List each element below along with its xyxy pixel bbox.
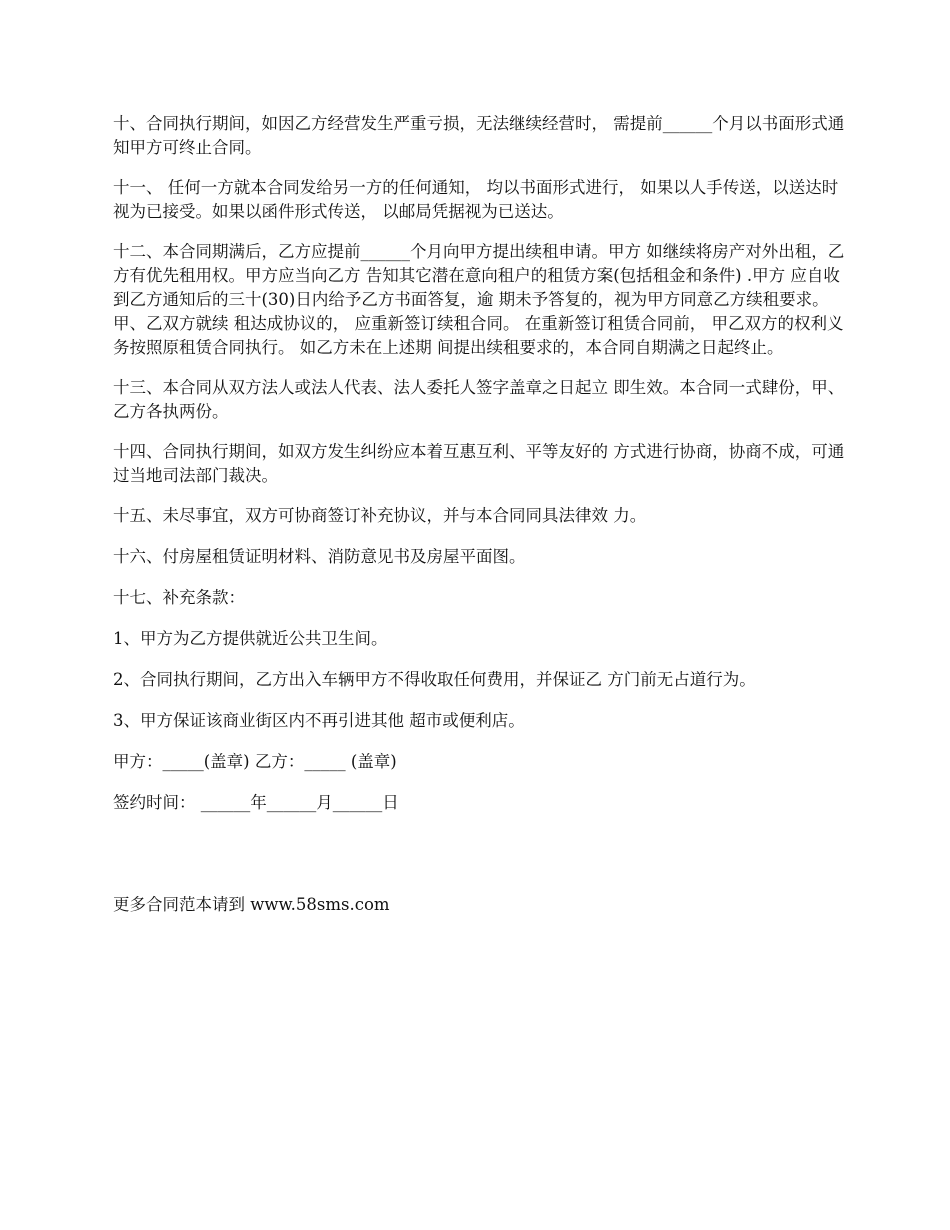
clause-15: 十五、未尽事宜，双方可协商签订补充协议，并与本合同同具法律效 力。 [113,506,647,525]
clause-12: 十二、本合同期满后，乙方应提前______个月向甲方提出续租申请。甲方 如继续将房产对外出租，乙方有优先租用权。甲方应当向乙方 告知其它潜在意向租户的租赁方案(包括租金和条件) .甲方 应自收到乙方通知后的三十(30)日内给予乙方书面答复，逾 期未予答复的，视为甲方同意乙方续租要求。甲、乙双方就续 租达成协议的， 应重新签订续租合同。 在重新签订租赁合同前， 甲乙双方的权利义务按照原租赁合同执行。 如乙方未在上述期 间提出续租要求的，本合同自期满之日起终止。 [113,242,845,357]
supplement-item-2: 2、合同执行期间，乙方出入车辆甲方不得收取任何费用，并保证乙 方门前无占道行为。 [113,670,756,689]
clause-10: 十、合同执行期间，如因乙方经营发生严重亏损，无法继续经营时， 需提前______个月以书面形式通知甲方可终止合同。 [113,114,845,157]
footer-link-text: 更多合同范本请到 www.58sms.com [113,895,390,914]
clause-14: 十四、合同执行期间，如双方发生纠纷应本着互惠互利、平等友好的 方式进行协商，协商不成，可通过当地司法部门裁决。 [113,442,845,485]
supplement-item-3: 3、甲方保证该商业街区内不再引进其他 超市或便利店。 [113,711,525,730]
clause-16: 十六、付房屋租赁证明材料、消防意见书及房屋平面图。 [113,547,526,566]
clause-11: 十一、 任何一方就本合同发给另一方的任何通知， 均以书面形式进行， 如果以人手传送，以送达时视为已接受。如果以函件形式传送， 以邮局凭据视为已送达。 [113,178,839,221]
supplement-item-1: 1、甲方为乙方提供就近公共卫生间。 [113,629,388,648]
signature-line: 甲方：_____(盖章) 乙方：_____ (盖章) [113,752,397,771]
signing-date-line: 签约时间： ______年______月______日 [113,793,399,812]
clause-17-heading: 十七、补充条款： [113,588,245,607]
document-body [113,112,853,832]
clause-13: 十三、本合同从双方法人或法人代表、法人委托人签字盖章之日起立 即生效。本合同一式肆份，甲、乙方各执两份。 [113,378,845,421]
